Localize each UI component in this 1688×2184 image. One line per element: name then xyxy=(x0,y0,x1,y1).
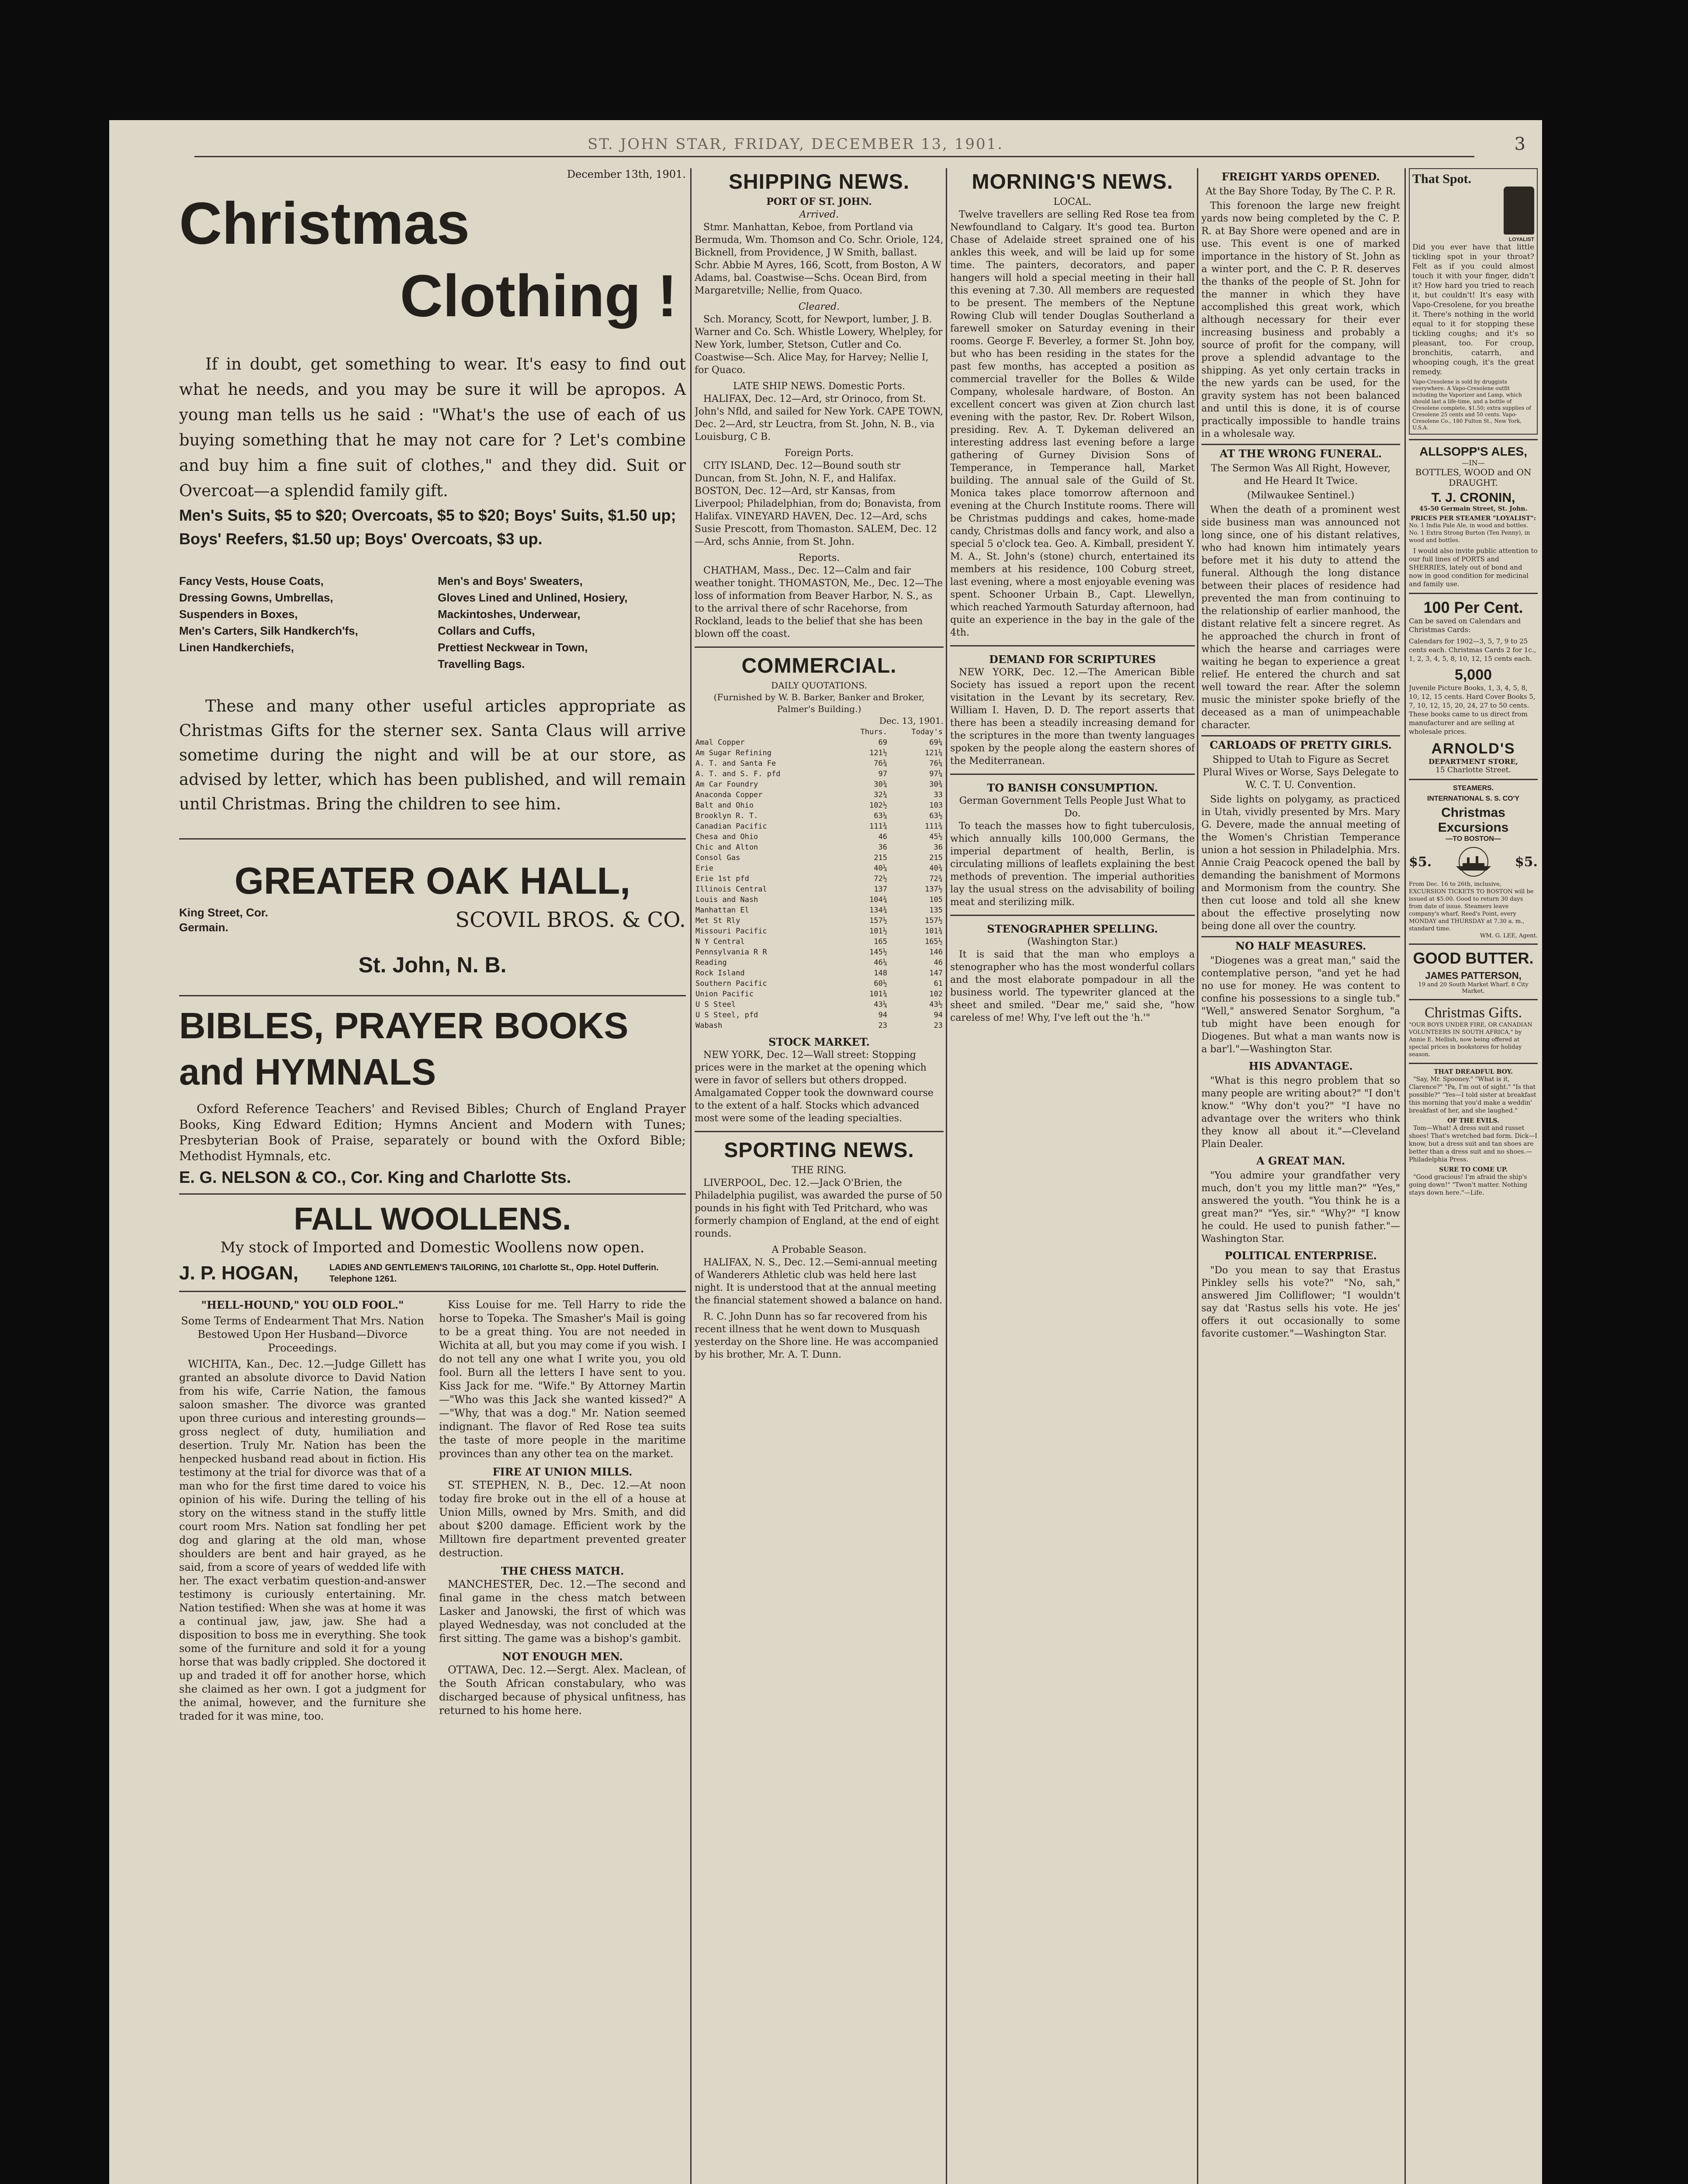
headline: POLITICAL ENTERPRISE. xyxy=(1224,1249,1377,1262)
table-row xyxy=(695,863,944,874)
list-item: Collars and Cuffs, xyxy=(438,624,535,637)
table-cell: 43¼ xyxy=(874,1000,887,1009)
headline: FIRE AT UNION MILLS. xyxy=(492,1465,633,1478)
hogan-detail: LADIES AND GENTLEMEN'S TAILORING, 101 Charlotte St., Opp. Hotel Dufferin. Telephone 1261. xyxy=(329,1263,659,1284)
subheadline: At the Bay Shore Today, By The C. P. R. xyxy=(1205,186,1396,197)
table-cell: Brooklyn R. T. xyxy=(695,812,758,820)
table-cell: 32¾ xyxy=(874,791,887,799)
table-cell: 111¾ xyxy=(925,822,943,831)
divider xyxy=(1409,999,1538,1000)
arnold-address: 15 Charlotte Street. xyxy=(1435,766,1511,774)
table-row xyxy=(695,800,944,811)
subheadline: (Washington Star.) xyxy=(1027,936,1118,947)
table-cell: A. T. and S. F. pfd xyxy=(695,770,781,778)
table-row xyxy=(695,957,944,968)
bibles-title: BIBLES, PRAYER BOOKS and HYMNALS xyxy=(179,1005,629,1092)
ad-prices: Men's Suits, $5 to $20; Overcoats, $5 to $20; Boys' Suits, $1.50 up; Boys' Reefers, $1.50 up; Boys' Overcoats, $3 up. xyxy=(179,506,676,548)
table-cell: Consol Gas xyxy=(695,854,740,862)
cronin-list: No. 1 India Pale Ale, in wood and bottles. No. 1 Extra Strong Burton (Ten Penny), in wood and bottles. xyxy=(1409,522,1530,544)
cronin-name: T. J. CRONIN, xyxy=(1431,491,1515,505)
article-body: Tom—What! A dress suit and russet shoes! That's wretched bad form. Dick—I know, but a dress suit and tan shoes are better than a dress suit and no shoes.—Philadelphia Press. xyxy=(1409,1125,1537,1163)
table-cell: 111¾ xyxy=(869,822,887,831)
table-cell: 101¾ xyxy=(925,927,943,936)
table-cell: A. T. and Santa Fe xyxy=(695,759,776,768)
list-item: Men's and Boys' Sweaters, xyxy=(438,574,583,587)
article-body: R. C. John Dunn has so far recovered from his recent illness that he went down to Musquash yesterday on the Shore line. He was accompanied by his brother, Mr. A. T. Dunn. xyxy=(695,1311,939,1360)
table-cell: Canadian Pacific xyxy=(695,822,767,831)
table-row xyxy=(695,737,944,748)
table-row xyxy=(695,842,944,853)
column-rule xyxy=(946,168,947,2184)
subhead: Reports. xyxy=(798,553,840,563)
article-body: WICHITA, Kan., Dec. 12.—Judge Gillett has granted an absolute divorce to David Nation from his wife, Carrie Nation, the famous saloon smasher. The divorce was granted upon three curious and interesting grounds—gross neglect of duty, humiliation and desertion. Truly Mr. Nation has been the henpecked husband read about in fiction. His testimony at the trial for divorce was that of a man who for the first time dared to voice his opinion of his wife. During the telling of his story on the witness stand in the stuffy little court room Mrs. Nation sat fondling her pet dog and glaring at the old man, whose shoulders are bent and hair grayed, as he said, from a score of years of wedded life with her. The exact verbatim question-and-answer testimony is curiously entertaining. Mr. Nation testified: When she was at home it was a continual jaw, jaw, jaw. She had a disposition to boss me in everything. She took some of the furniture and sold it for a young horse that was badly crippled. She doctored it up and traded it off for another horse, which she claimed as her own. I got a judgment for the animal, however, and the furniture she traded for it was mine, too. xyxy=(179,1358,426,1722)
table-cell: 94 xyxy=(934,1011,943,1019)
headline: STOCK MARKET. xyxy=(768,1036,870,1048)
divider xyxy=(1409,1063,1538,1064)
article-body: "Do you mean to say that Erastus Pinkley sells his vote?" "No, sah," answered Jim Colliflower; "I wouldn't say dat 'Rastus sells his vote. He jes' offers it out occasionally to some favorite customer."—Washington Star. xyxy=(1201,1265,1400,1339)
butter-title: GOOD BUTTER. xyxy=(1413,949,1534,967)
table-row xyxy=(695,905,944,916)
table-cell: Pennsylvania R R xyxy=(695,948,767,957)
section-title-shipping: SHIPPING NEWS. xyxy=(728,170,910,194)
table-cell: 157½ xyxy=(925,916,943,925)
ad-title: That Spot. xyxy=(1412,172,1472,186)
headline: THE CHESS MATCH. xyxy=(501,1565,624,1577)
article-body: "Diogenes was a great man," said the contemplative person, "and yet he had no use for money. He was content to confine his possessions to a single tub." "Well," answered Senator Sorghum, "a tub might have been enough for Diogenes. But what a man wants now is a bar'l."—Washington Star. xyxy=(1201,955,1400,1055)
table-cell: 102½ xyxy=(869,801,887,810)
article-body: ST. STEPHEN, N. B., Dec. 12.—At noon today fire broke out in the ell of a house at Union Mills, owned by Mrs. Smith, and did about $200 damage. Efficient work by the Milltown fire department prevented greater destruction. xyxy=(439,1479,686,1559)
table-cell: 23 xyxy=(934,1021,943,1030)
subheadline: Shipped to Utah to Figure as Secret Plural Wives or Worse, Says Delegate to W. C. T. U. Convention. xyxy=(1203,754,1399,791)
ad-brand: LOYALIST xyxy=(1508,236,1534,242)
list-item: Travelling Bags. xyxy=(438,657,525,670)
shipping-arrived: Stmr. Manhattan, Keboe, from Portland via Bermuda, Wm. Thomson and Co. Schr. Oriole, 124, Bicknell, from Providence, J W Smith, ballast. Schr. Abbie M Ayres, 166, Scott, from Boston, A W Adams, bal. Coastwise—Schs. Ocean Bird, from Margaretville; Nellie, from Quaco. xyxy=(695,222,944,296)
headline: NOT ENOUGH MEN. xyxy=(502,1650,623,1663)
ad-dateline: December 13th, 1901. xyxy=(567,168,686,180)
ad-item-lists xyxy=(179,573,686,672)
divider xyxy=(1201,444,1400,445)
table-row xyxy=(695,1010,944,1020)
table-cell: Reading xyxy=(695,958,727,967)
ad-body-santa: These and many other useful articles appropriate as Christmas Gifts for the sterner sex. Santa Claus will arrive sometime during the night and will be at our store, as advised by letter, which has been published, and will remain until Christmas. Bring the children to see him. xyxy=(179,697,686,813)
table-cell: 94 xyxy=(878,1011,887,1019)
table-cell: 46¼ xyxy=(874,958,887,967)
column-morning-news xyxy=(950,168,1195,2184)
table-cell: 157½ xyxy=(869,916,887,925)
ales-sub: BOTTLES, WOOD and ON DRAUGHT. xyxy=(1415,467,1532,488)
hogan-name: J. P. HOGAN, xyxy=(179,1262,299,1284)
article-body: HALIFAX, N. S., Dec. 12.—Semi-annual meeting of Wanderers Athletic club was held here last night. It is understood that at the annual meeting the financial statement showed a balance on hand. xyxy=(695,1257,943,1306)
column-rule xyxy=(1197,168,1198,2184)
newspaper-page xyxy=(109,120,1542,2184)
headline: THAT DREADFUL BOY. xyxy=(1434,1068,1513,1075)
agent: WM. G. LEE, Agent. xyxy=(1480,933,1538,939)
subheadline: The Sermon Was All Right, However, and He Heard It Twice. xyxy=(1211,463,1391,487)
table-cell: Illinois Central xyxy=(695,885,767,894)
list-item: Linen Handkerchiefs, xyxy=(179,641,294,654)
article-body: "Good gracious! I'm afraid the ship's going down!" "Twon't matter. Nothing stays down here."—Life. xyxy=(1409,1174,1527,1196)
table-row xyxy=(695,1020,944,1031)
subhead: PORT OF ST. JOHN. xyxy=(766,196,872,207)
arnold-sub: DEPARTMENT STORE, xyxy=(1429,757,1518,766)
table-cell: 103 xyxy=(929,801,943,810)
table-row xyxy=(695,989,944,999)
article-body: This forenoon the large new freight yards now being completed by the C. P. R. at Bay Shore were opened and are in use. This event is one of marked importance in the history of St. John as a winter port, and the C. P. R. deserves the thanks of the people of St. John for the manner in which they have accomplished this great work, which although necessary for their ever increasing business and probably a source of profit for the company, will prove a splendid advantage to the shipping. As yet only certain tracks in the new yards can be used, for the gravity system has not been balanced and until this is done, it is of course practically impossible to handle trains in a wholesale way. xyxy=(1201,200,1400,439)
percent-body: Can be saved on Calendars and Christmas Cards: xyxy=(1409,617,1521,634)
stock-quote-table xyxy=(695,727,944,1031)
table-cell: Louis and Nash xyxy=(695,895,758,904)
table-cell: 215 xyxy=(929,854,943,862)
list-item: Fancy Vests, House Coats, xyxy=(179,574,324,587)
bibles-body: Oxford Reference Teachers' and Revised Bibles; Church of England Prayer Books, King Edward Edition; Hymns Ancient and Modern with Tunes; Presbyterian Book of Praise, separately or bound with the Oxford Bible; Methodist Hymnals, etc. xyxy=(179,1102,686,1163)
divider xyxy=(1409,593,1538,594)
patterson-address: 19 and 20 South Market Wharf. 8 City Market. xyxy=(1418,981,1529,995)
table-cell: 148 xyxy=(874,969,887,978)
column-shipping xyxy=(695,168,944,2184)
table-cell: 36 xyxy=(878,843,887,852)
table-row xyxy=(695,947,944,957)
table-cell: 33 xyxy=(934,791,943,799)
news-misc xyxy=(439,1298,686,1723)
table-cell: 146 xyxy=(929,948,943,957)
headline: AT THE WRONG FUNERAL. xyxy=(1219,447,1382,460)
table-row xyxy=(695,790,944,800)
table-cell: Wabash xyxy=(695,1021,723,1030)
bottle-illustration xyxy=(1504,187,1534,235)
table-row xyxy=(695,926,944,936)
column-rule xyxy=(690,168,692,2184)
divider xyxy=(950,915,1195,916)
ad-list-right xyxy=(438,573,686,672)
table-cell: 76¼ xyxy=(929,759,943,768)
table-cell: Anaconda Copper xyxy=(695,791,763,799)
article-body: Kiss Louise for me. Tell Harry to ride the horse to Topeka. The Smasher's Mail is going to be a great thing. You are not needed in Wichita at all, but you may come if you wish. I do not tell any one what I write you, you old fool. Burn all the letters I have sent to you. Kiss Jack for me. "Wife." By Attorney Martin—"Who was this Jack she wanted kissed?" A—"Why, that was a dog." Mr. Nation seemed indignant. The flavor of Red Rose tea suits the taste of more people in the maritime provinces than any other tea on the market. xyxy=(439,1299,686,1460)
subhead: (Furnished by W. B. Barker, Banker and Broker, Palmer's Building.) xyxy=(713,692,925,714)
table-cell: 97¼ xyxy=(929,770,943,778)
table-cell: Rock Island xyxy=(695,969,745,978)
divider xyxy=(179,995,686,996)
subhead: Cleared. xyxy=(798,301,840,312)
table-cell: 76¾ xyxy=(874,759,887,768)
table-cell: 165½ xyxy=(925,937,943,946)
table-row xyxy=(695,968,944,978)
subhead: Foreign Ports. xyxy=(785,448,854,459)
subhead: Arrived. xyxy=(799,209,839,220)
excursion-title: Christmas Excursions xyxy=(1438,805,1509,835)
table-cell: 121¼ xyxy=(925,749,943,757)
table-cell: 102 xyxy=(929,990,943,999)
headline: STENOGRAPHER SPELLING. xyxy=(987,923,1158,935)
article-body: NEW YORK, Dec. 12—Wall street: Stopping prices were in the market at the opening which were in favor of sellers but others dropped. Amalgamated Copper took the downward course to the extent of a half. Stocks which advanced most were some of the leading specialties. xyxy=(695,1050,934,1124)
table-cell: 135 xyxy=(929,906,943,915)
subheadline: (Milwaukee Sentinel.) xyxy=(1247,490,1355,501)
ad-body: Did you ever have that little tickling spot in your throat? Felt as if you could almost touch it with your finger, didn't it? How hard you tried to reach it, but couldn't! It's easy with Vapo-Cresolene, for you breathe it. There's nothing in the world equal to it for stopping these tickling coughs; and it's so pleasant, too. For croup, bronchitis, catarrh, and whooping cough, it's the great remedy. xyxy=(1412,243,1534,377)
table-cell: 43½ xyxy=(929,1000,943,1009)
cronin-price: PRICES PER STEAMER "LOYALIST": xyxy=(1411,515,1536,522)
woollens-title: FALL WOOLLENS. xyxy=(294,1202,571,1237)
table-cell: 101¾ xyxy=(869,990,887,999)
divider xyxy=(950,774,1195,775)
list-item: Prettiest Neckwear in Town, xyxy=(438,641,588,654)
table-cell: 97 xyxy=(878,770,887,778)
list-item: Suspenders in Boxes, xyxy=(179,608,298,621)
woollens-body: My stock of Imported and Domestic Woollens now open. xyxy=(220,1239,645,1256)
column-ads xyxy=(179,168,686,2184)
headline: HIS ADVANTAGE. xyxy=(1249,1060,1353,1072)
table-header xyxy=(695,727,840,737)
table-row xyxy=(695,999,944,1010)
section-title-commercial: COMMERCIAL. xyxy=(741,654,897,677)
article-body: MANCHESTER, Dec. 12.—The second and final game in the chess match between Lasker and Janowski, the first of which was played Wednesday, was not concluded at the first sitting. The game was a bishop's gambit. xyxy=(439,1578,686,1645)
divider xyxy=(179,1291,686,1292)
divider xyxy=(1409,943,1538,945)
fare-left: $5. xyxy=(1409,854,1432,870)
table-cell: 69¼ xyxy=(929,738,943,747)
table-cell: N Y Central xyxy=(695,937,745,946)
article-body: LIVERPOOL, Dec. 12.—Jack O'Brien, the Philadelphia pugilist, was awarded the purse of 50 pounds in his fight with Ted Pritchard, who was formerly champion of England, at the end of eight rounds. xyxy=(695,1178,942,1239)
table-row xyxy=(695,769,944,779)
table-cell: U S Steel, pfd xyxy=(695,1011,758,1019)
headline: A GREAT MAN. xyxy=(1256,1154,1346,1167)
divider xyxy=(695,1131,944,1132)
table-cell: 137½ xyxy=(925,885,943,894)
article-body: NEW YORK, Dec. 12.—The American Bible Society has issued a report upon the recent visitation in the Levant by its secretary, Rev. William I. Haven, D. D. The report asserts that there has been a steadily increasing demand for the scriptures in the more than twenty languages spoken by the people along the eastern shores of the Mediterranean. xyxy=(950,667,1195,767)
table-cell: 147 xyxy=(929,969,943,978)
table-cell: U S Steel xyxy=(695,1000,736,1009)
masthead-text: ST. JOHN STAR, FRIDAY, DECEMBER 13, 1901. xyxy=(588,135,1004,153)
ad-title-clothing: Clothing ! xyxy=(400,263,677,329)
table-cell: 45½ xyxy=(929,833,943,841)
gifts-title: Christmas Gifts. xyxy=(1425,1005,1522,1021)
subhead: THE RING. xyxy=(792,1165,847,1176)
article-body: It is said that the man who employs a stenographer who has the most wonderful collars and the most elaborate pompadour in all the business world. The typewriter glanced at the sheet and smiled. "Dear me," said she, "how careless of me! Why, I've left out the 'h.'" xyxy=(950,949,1195,1023)
table-row xyxy=(695,884,944,895)
shipping-reports: CHATHAM, Mass., Dec. 12—Calm and fair weather tonight. THOMASTON, Me., Dec. 12—The loss of information from Beaver Harbor, N. S., as to the arrival there of schr Racehorse, from Rockland, leads to the belief that she has been blown off the coast. xyxy=(695,565,943,639)
store-owner: SCOVIL BROS. & CO. xyxy=(455,908,686,932)
table-cell: 46 xyxy=(878,833,887,841)
table-cell: 69 xyxy=(878,738,887,747)
table-row xyxy=(695,853,944,863)
table-cell: Erie 1st pfd xyxy=(695,874,749,883)
shipping-foreign: CITY ISLAND, Dec. 12—Bound south str Duncan, from St. John, N. F., and Halifax. BOSTON, Dec. 12—Ard, str Kansas, from Liverpool; Philadelphian, from do; Bonavista, from Halifax. VINEYARD HAVEN, Dec. 12—Ard, schs Susie Prescott, from Thomaston. SALEM, Dec. 12—Ard, schs Annie, from St. John. xyxy=(695,460,941,547)
bibles-seller: E. G. NELSON & CO., Cor. King and Charlotte Sts. xyxy=(179,1168,571,1187)
percent-list: Calendars for 1902—3, 5, 7, 9 to 25 cents each. Christmas Cards 2 for 1c., 1, 2, 3, 4, 5, 8, 10, 12, 15 cents each. xyxy=(1409,637,1536,663)
table-cell: 46 xyxy=(934,958,943,967)
table-cell: 121½ xyxy=(869,749,887,757)
fare-body: From Dec. 16 to 26th, inclusive, EXCURSION TICKETS TO BOSTON will be issued at $5.00. Good to return 30 days from date of issue. Steamers leave company's wharf, Reed's Point, every MONDAY and THURSDAY at 7.30 a. m., standard time. xyxy=(1409,881,1534,932)
article-body: When the death of a prominent west side business man was announced not long since, one of his distant relatives, who had known him intimately years before met it his duty to attend the funeral. Although the long distance between their places of residence had prevented the man from continuing to the relationship of earlier manhood, the distant relative felt a sincere regret. As he approached the church in front of which the hearse and carriages were waiting he began to experience a great relief. He entered the church and sat well toward the rear. After the solemn music the minister spoke briefly of the deceased as a man of unimpeachable character. xyxy=(1201,505,1400,731)
hogan-row xyxy=(179,1262,686,1285)
table-row xyxy=(695,936,944,947)
table-row xyxy=(695,779,944,790)
article-body: "What is this negro problem that so many people are writing about?" "I don't know." "Why don't you?" "I have no advantage over the writers who think they know all about it."—Cleveland Plain Dealer. xyxy=(1201,1075,1400,1150)
divider xyxy=(1201,735,1400,736)
table-cell: 101½ xyxy=(869,927,887,936)
table-cell: Missouri Pacific xyxy=(695,927,767,936)
divider xyxy=(1409,779,1538,780)
headline: OF THE EVILS. xyxy=(1447,1117,1499,1124)
headline: CARLOADS OF PRETTY GIRLS. xyxy=(1210,739,1392,751)
table-cell: Am Car Foundry xyxy=(695,780,758,789)
table-cell: 104¾ xyxy=(869,895,887,904)
fivek-body: Juvenile Picture Books, 1, 3, 4, 5, 8, 10, 12, 15 cents. Hard Cover Books 5, 7, 10, 12, 15, 20, 24, 27 to 50 cents. These books came to us direct from manufacturer and are selling at wholesale prices. xyxy=(1409,684,1536,736)
news-nation xyxy=(179,1298,426,1723)
table-cell: 40¼ xyxy=(874,864,887,873)
subhead: LOCAL. xyxy=(1053,197,1092,207)
divider xyxy=(1409,439,1538,440)
headline: NO HALF MEASURES. xyxy=(1235,940,1366,952)
divider xyxy=(179,1193,686,1195)
fare-right: $5. xyxy=(1515,854,1538,870)
article-body: OTTAWA, Dec. 12.—Sergt. Alex. Maclean, of the South African constabulary, who was discharged because of physical unfitness, has returned to his home here. xyxy=(439,1664,686,1717)
table-header: Thurs. xyxy=(860,728,887,736)
table-row xyxy=(695,821,944,832)
table-cell: 30¾ xyxy=(929,780,943,789)
patterson-name: JAMES PATTERSON, xyxy=(1425,970,1522,981)
table-cell: 60½ xyxy=(874,979,887,988)
store-city: St. John, N. B. xyxy=(358,953,507,977)
section-title-morning: MORNING'S NEWS. xyxy=(972,170,1173,194)
table-cell: 145½ xyxy=(869,948,887,957)
column-ads-right-body xyxy=(1409,168,1538,2184)
subheadline: German Government Tells People Just What to Do. xyxy=(959,795,1186,819)
ad-fineprint: Vapo-Cresolene is sold by druggists everywhere. A Vapo-Cresolene outfit including the Vaporizer and Lamp, which should last a life-time, and a bottle of Cresolene complete, $1.50; extra supplies of Cresolene 25 cents and 50 cents. Vapo-Cresolene Co., 180 Fulton St., New York, U.S.A. xyxy=(1412,379,1531,431)
list-item: Mackintoshes, Underwear, xyxy=(438,608,581,621)
shipping-cleared: Sch. Morancy, Scott, for Newport, lumber, J. B. Warner and Co. Sch. Whistle Lowery, Whelpley, for New York, lumber, Stetson, Cutler and Co. Coastwise—Sch. Alice May, for Harvey; Nellie I, for Quaco. xyxy=(695,314,943,376)
table-cell: 134¾ xyxy=(869,906,887,915)
headline: FREIGHT YARDS OPENED. xyxy=(1221,170,1380,183)
table-cell: Chic and Alton xyxy=(695,843,758,852)
page-number: 3 xyxy=(1514,134,1527,154)
table-cell: 137 xyxy=(874,885,887,894)
table-cell: 215 xyxy=(874,854,887,862)
table-cell: 63½ xyxy=(929,812,943,820)
divider xyxy=(179,838,686,840)
table-row xyxy=(695,811,944,821)
gifts-body: "OUR BOYS UNDER FIRE, OR CANADIAN VOLUNTEERS IN SOUTH AFRICA," by Annie E. Mellish, now being offered at special prices in bookstores for holiday season. xyxy=(1409,1022,1532,1058)
table-cell: Southern Pacific xyxy=(695,979,767,988)
table-cell: Erie xyxy=(695,864,713,873)
list-item: Gloves Lined and Unlined, Hosiery, xyxy=(438,591,628,604)
fare-row xyxy=(1409,847,1538,877)
divider xyxy=(695,646,944,648)
steamer-illustration xyxy=(1449,847,1498,877)
list-item: Dressing Gowns, Umbrellas, xyxy=(179,591,333,604)
table-cell: 72¾ xyxy=(929,874,943,883)
store-address-row xyxy=(179,905,686,935)
headline: "HELL-HOUND," YOU OLD FOOL." xyxy=(201,1299,404,1311)
table-cell: Manhattan El xyxy=(695,906,749,915)
fivek-title: 5,000 xyxy=(1454,667,1492,683)
arnold-title: ARNOLD'S xyxy=(1431,740,1515,757)
cronin-address: 45-50 Germain Street, St. John. xyxy=(1419,505,1528,512)
article-body: Twelve travellers are selling Red Rose tea from Newfoundland to Calgary. It's good tea. Burton Chase of Adelaide street sprained one of his ankles this week, and will be laid up for some time. The painters, decorators, and paper hangers will hold a special meeting in their hall this evening at 7.30. All members are requested to be present. The members of the Neptune Rowing Club will tender Douglas Southerland a farewell smoker on Saturday evening in their rooms. George F. Beverley, a former St. John boy, but who has been residing in the states for the past few months, has accepted a position as commercial traveller for the Bolles & Wilde Company, wholesale hardware, of Boston. An excellent concert was given at Zion church last evening with the pastor, Rev. Dr. Robert Wilson, presiding. Rev. A. T. Dykeman delivered an interesting address last evening before a large gathering of Gurney Division Sons of Temperance, in Temperance hall, Market building. The annual sale of the Guild of St. Monica takes place tomorrow afternoon and evening at the Church Institute rooms. There will be Christmas puddings and cakes, home-made candy, Christmas dolls and fancy work, and also a special 5 o'clock tea. Geo. A. Kimball, president Y. M. A., St. John's (stone) church, entertained its members at his residence, 100 Coburg street, last evening, where a most enjoyable evening was spent. Schooner Urbain B., Capt. Llewellyn, which reached Yarmouth Saturday afternoon, had quite an experience in the bay in the gale of the 4th. xyxy=(950,209,1195,638)
table-cell: 105 xyxy=(929,895,943,904)
headline: DEMAND FOR SCRIPTURES xyxy=(989,653,1156,666)
subheadline: Some Terms of Endearment That Mrs. Nation Bestowed Upon Her Husband—Divorce Proceedings. xyxy=(181,1315,424,1354)
ad-title-christmas: Christmas xyxy=(179,190,470,256)
table-cell: Chesa and Ohio xyxy=(695,833,758,841)
table-cell: Met St Rly xyxy=(695,916,740,925)
subhead: A Probable Season. xyxy=(771,1244,867,1255)
steamers-head: STEAMERS. xyxy=(1453,784,1494,792)
shipping-domestic: HALIFAX, Dec. 12—Ard, str Orinoco, from St. John's Nfld, and sailed for New York. CAPE TOWN, Dec. 2—Ard, str Leuctra, from St. John, N. B., via Louisburg, C B. xyxy=(695,394,944,442)
table-row xyxy=(695,758,944,769)
vapo-cresolene-ad xyxy=(1409,168,1538,435)
table-row xyxy=(695,978,944,989)
article-body: Side lights on polygamy, as practiced in Utah, vividly presented by Mrs. Mary G. Devere, made the annual meeting of the Women's Christian Temperance union a hot session in Philadelphia. Mrs. Annie Craig Peacock opened the ball by demanding the banishment of Mormons and Mormonism from the country. She then cut loose and told all she knew about the effective proselyting now being done all over the country. xyxy=(1201,794,1400,932)
subhead: LATE SHIP NEWS. Domestic Ports. xyxy=(733,381,905,392)
table-cell: 165 xyxy=(874,937,887,946)
table-cell: 23 xyxy=(878,1021,887,1030)
divider xyxy=(1201,936,1400,937)
table-row xyxy=(695,832,944,842)
table-header-row xyxy=(695,727,944,737)
table-cell: 61 xyxy=(934,979,943,988)
table-row xyxy=(695,874,944,884)
news-columns xyxy=(179,1298,686,1723)
table-cell: 40¾ xyxy=(929,864,943,873)
table-row xyxy=(695,748,944,758)
intl-head: INTERNATIONAL S. S. CO'Y xyxy=(1427,795,1520,802)
table-cell: Am Sugar Refining xyxy=(695,749,771,757)
table-row xyxy=(695,895,944,905)
article-body: To teach the masses how to fight tuberculosis, which annually kills 100,000 Germans, the imperial department of health, Berlin, is circulating millions of leaflets explaining the best methods of prevention. The imperial authorities lay the usual stress on the advisability of boiling meat and sterilizing milk. xyxy=(950,821,1195,908)
store-name: GREATER OAK HALL, xyxy=(234,860,631,902)
list-item: Men's Carters, Silk Handkerch'fs, xyxy=(179,624,358,637)
store-address: King Street, Cor. Germain. xyxy=(179,906,268,934)
table-cell: 30¾ xyxy=(874,780,887,789)
table-cell: 72½ xyxy=(874,874,887,883)
table-cell: Union Pacific xyxy=(695,990,754,999)
cronin-note: I would also invite public attention to our full lines of PORTS and SHERRIES, lately out of bond and now in good condition for medicinal and family use. xyxy=(1409,547,1538,588)
column-rule xyxy=(1404,168,1406,2184)
subhead: DAILY QUOTATIONS. xyxy=(771,680,867,691)
headline: TO BANISH CONSUMPTION. xyxy=(987,781,1158,794)
percent-title: 100 Per Cent. xyxy=(1423,598,1523,616)
ad-list-left xyxy=(179,573,427,672)
article-body: "You admire your grandfather very much, don't you my little man?" "Yes," answered the youth. "You think he is a great man?" "Yes, sir." "Why?" "I know he could. He used to punish father."—Washington Star. xyxy=(1201,1170,1400,1244)
excursion-sub: —TO BOSTON— xyxy=(1446,835,1501,843)
table-row xyxy=(695,916,944,926)
divider xyxy=(950,645,1195,646)
column-freight-news-body xyxy=(1201,168,1400,2184)
article-body: "Say, Mr. Spooney." "What is it, Clarence?" "Pa, I'm out of sight." "Is that possible?" "Yes—I told sister at breakfast this morning that you'd make a weddin' breakfast of her, and she laughed." xyxy=(1409,1076,1536,1114)
headline: SURE TO COME UP. xyxy=(1439,1166,1508,1173)
table-cell: 36 xyxy=(934,843,943,852)
quote-date: Dec. 13, 1901. xyxy=(879,715,944,726)
table-cell: Amal Copper xyxy=(695,738,745,747)
section-title-sporting: SPORTING NEWS. xyxy=(724,1139,914,1162)
table-cell: Balt and Ohio xyxy=(695,801,754,810)
table-header: Today's xyxy=(911,728,943,736)
masthead xyxy=(194,132,1527,157)
ales-title: ALLSOPP'S ALES, xyxy=(1419,445,1527,458)
ales-sub: —IN— xyxy=(1462,459,1485,467)
ad-body: If in doubt, get something to wear. It's easy to find out what he needs, and you may be sure it will be apropos. A young man tells us he said : "What's the use of each of us buying something that he may not care for ? Let's combine and buy him a fine suit of clothes," and they did. Suit or Overcoat—a splendid family gift. xyxy=(179,355,686,500)
table-cell: 63¼ xyxy=(874,812,887,820)
